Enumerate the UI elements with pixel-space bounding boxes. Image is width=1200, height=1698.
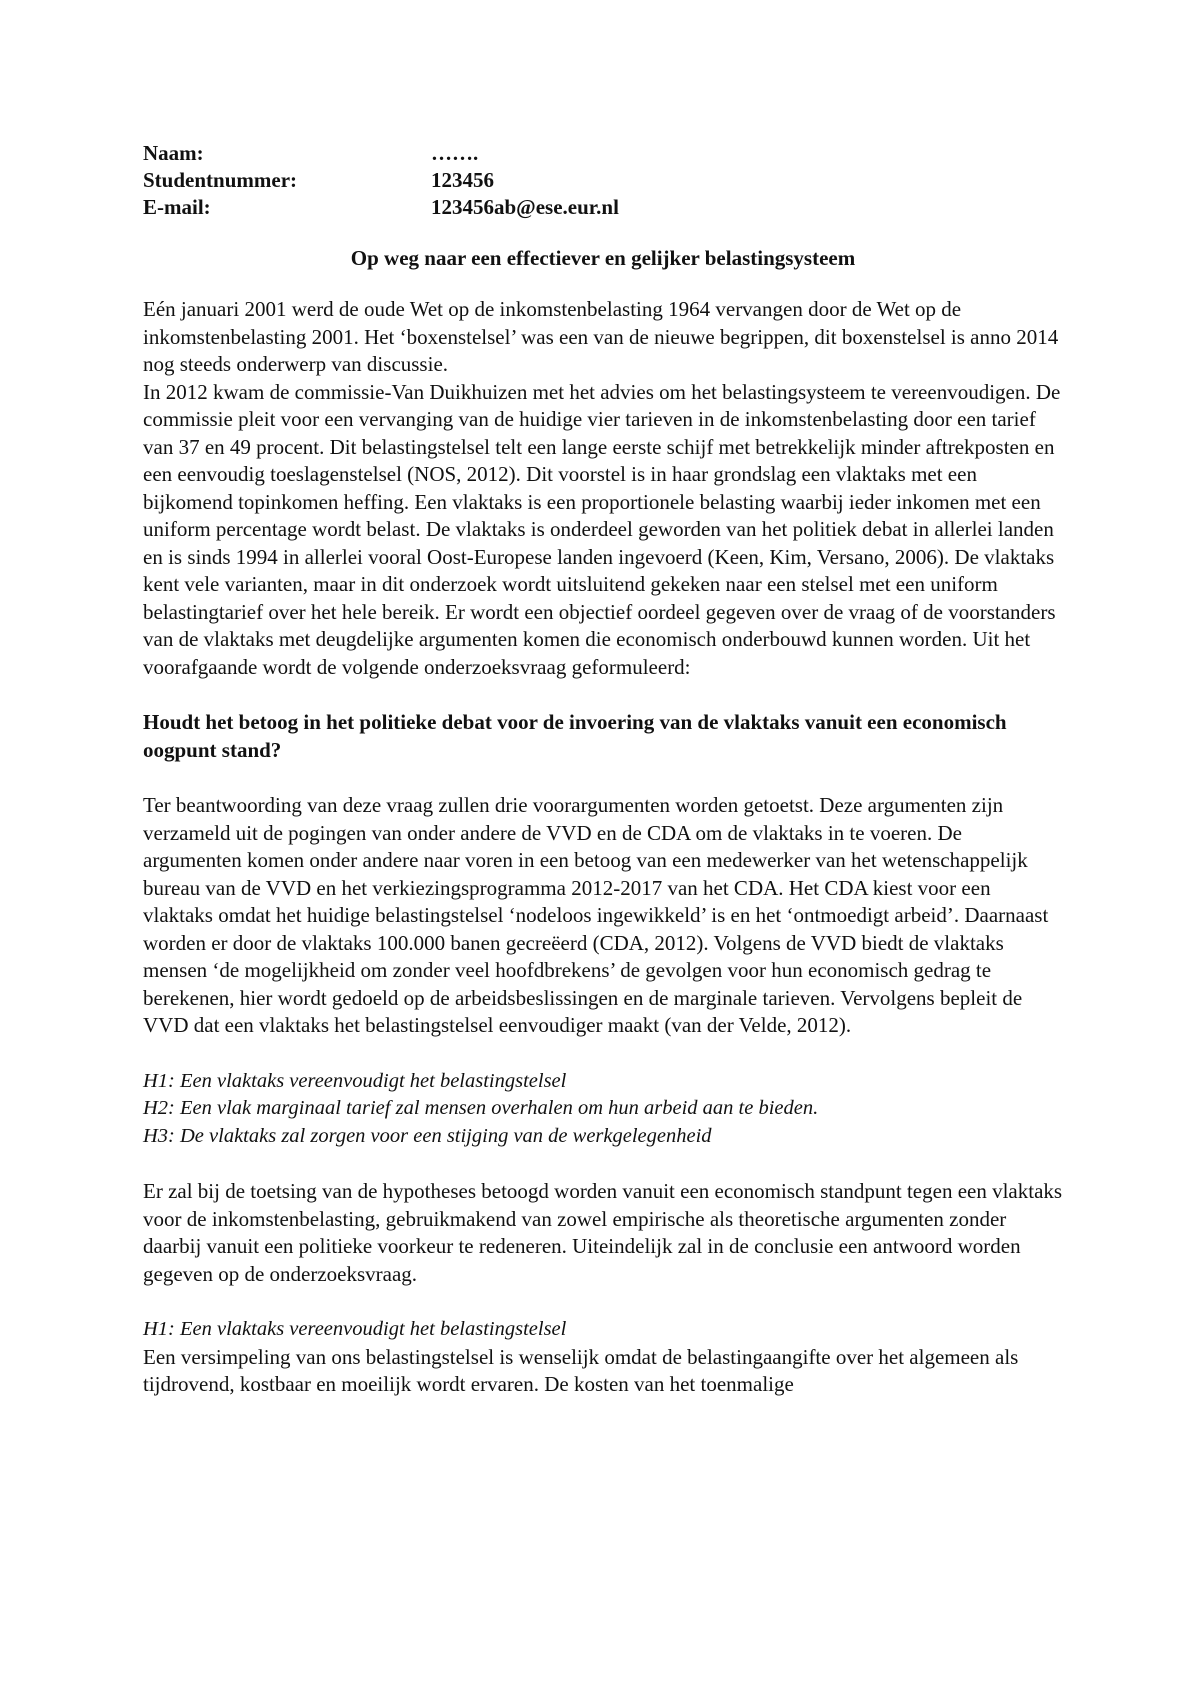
email-row	[143, 194, 1063, 221]
document-page	[143, 140, 1063, 1399]
document-title: Op weg naar een effectiever en gelijker belastingsysteem	[350, 246, 856, 270]
student-number-row	[143, 167, 1063, 194]
email-label: E-mail:	[143, 195, 211, 219]
method-paragraph: Er zal bij de toetsing van de hypotheses betoogd worden vanuit een economisch standpunt tegen een vlaktaks voor de inkomstenbelasting, gebruikmakend van zowel empirische als theoretische argumenten zonder daarbij vanuit een politieke voorkeur te redeneren. Uiteindelijk zal in de conclusie een antwoord worden gegeven op de onderzoeksvraag.	[143, 1179, 1063, 1286]
hypothesis-1: H1: Een vlaktaks vereenvoudigt het belastingstelsel	[143, 1069, 567, 1092]
arguments-paragraph: Ter beantwoording van deze vraag zullen drie voorargumenten worden getoetst. Deze argumenten zijn verzameld uit de pogingen van onder andere de VVD en de CDA om de vlaktaks in te voeren. De argumenten komen onder andere naar voren in een betoog van een medewerker van het wetenschappelijk bureau van de VVD en het verkiezingsprogramma 2012-2017 van het CDA. Het CDA kiest voor een vlaktaks omdat het huidige belastingstelsel ‘nodeloos ingewikkeld’ is en het ‘ontmoedigt arbeid’. Daarnaast worden er door de vlaktaks 100.000 banen gecreëerd (CDA, 2012). Volgens de VVD biedt de vlaktaks mensen ‘de mogelijkheid om zonder veel hoofdbrekens’ de gevolgen voor hun economisch gedrag te berekenen, hier wordt gedoeld op de arbeidsbeslissingen en de marginale tarieven. Vervolgens bepleit de VVD dat een vlaktaks het belastingstelsel eenvoudiger maakt (van der Velde, 2012).	[143, 793, 1049, 1037]
hypothesis-3: H3: De vlaktaks zal zorgen voor een stijging van de werkgelegenheid	[143, 1124, 712, 1147]
intro-paragraph-1: Eén januari 2001 werd de oude Wet op de inkomstenbelasting 1964 vervangen door de Wet op de inkomstenbelasting 2001. Het ‘boxenstelsel’ was een van de nieuwe begrippen, dit boxenstelsel is anno 2014 nog steeds onderwerp van discussie.	[143, 297, 1059, 376]
hypothesis-2: H2: Een vlak marginaal tarief zal mensen overhalen om hun arbeid aan te bieden.	[143, 1097, 819, 1119]
section-h1-text: Een versimpeling van ons belastingstelsel is wenselijk omdat de belastingaangifte over het algemeen als tijdrovend, kostbaar en moeilijk wordt ervaren. De kosten van het toenmalige	[143, 1344, 1019, 1396]
student-number-value: 123456	[431, 168, 494, 192]
name-value: …….	[431, 141, 479, 165]
hypotheses-list	[143, 1068, 1063, 1151]
section-h1-heading: H1: Een vlaktaks vereenvoudigt het belastingstelsel	[143, 1318, 567, 1340]
student-number-label: Studentnummer:	[143, 168, 298, 192]
intro-paragraph-2: In 2012 kwam de commissie-Van Duikhuizen met het advies om het belastingsysteem te vereenvoudigen. De commissie pleit voor een vervanging van de huidige vier tarieven in de inkomstenbelasting door een tarief van 37 en 49 procent. Dit belastingstelsel telt een lange eerste schijf met betrekkelijk minder aftrekposten en een eenvoudig toeslagenstelsel (NOS, 2012). Dit voorstel is in haar grondslag een vlaktaks met een bijkomend topinkomen heffing. Een vlaktaks is een proportionele belasting waarbij ieder inkomen met een uniform percentage wordt belast. De vlaktaks is onderdeel geworden van het politiek debat in allerlei landen en is sinds 1994 in allerlei vooral Oost-Europese landen ingevoerd (Keen, Kim, Versano, 2006). De vlaktaks kent vele varianten, maar in dit onderzoek wordt uitsluitend gekeken naar een stelsel met een uniform belastingtarief over het hele bereik. Er wordt een objectief oordeel gegeven over de vraag of de voorstanders van de vlaktaks met deugdelijke argumenten komen die economisch onderbouwd kunnen worden. Uit het voorafgaande wordt de volgende onderzoeksvraag geformuleerd:	[143, 379, 1061, 679]
name-row	[143, 140, 1063, 167]
name-label: Naam:	[143, 141, 204, 165]
email-value: 123456ab@ese.eur.nl	[431, 195, 619, 219]
research-question: Houdt het betoog in het politieke debat voor de invoering van de vlaktaks vanuit een economisch oogpunt stand?	[143, 710, 1007, 762]
student-info	[143, 140, 1063, 221]
